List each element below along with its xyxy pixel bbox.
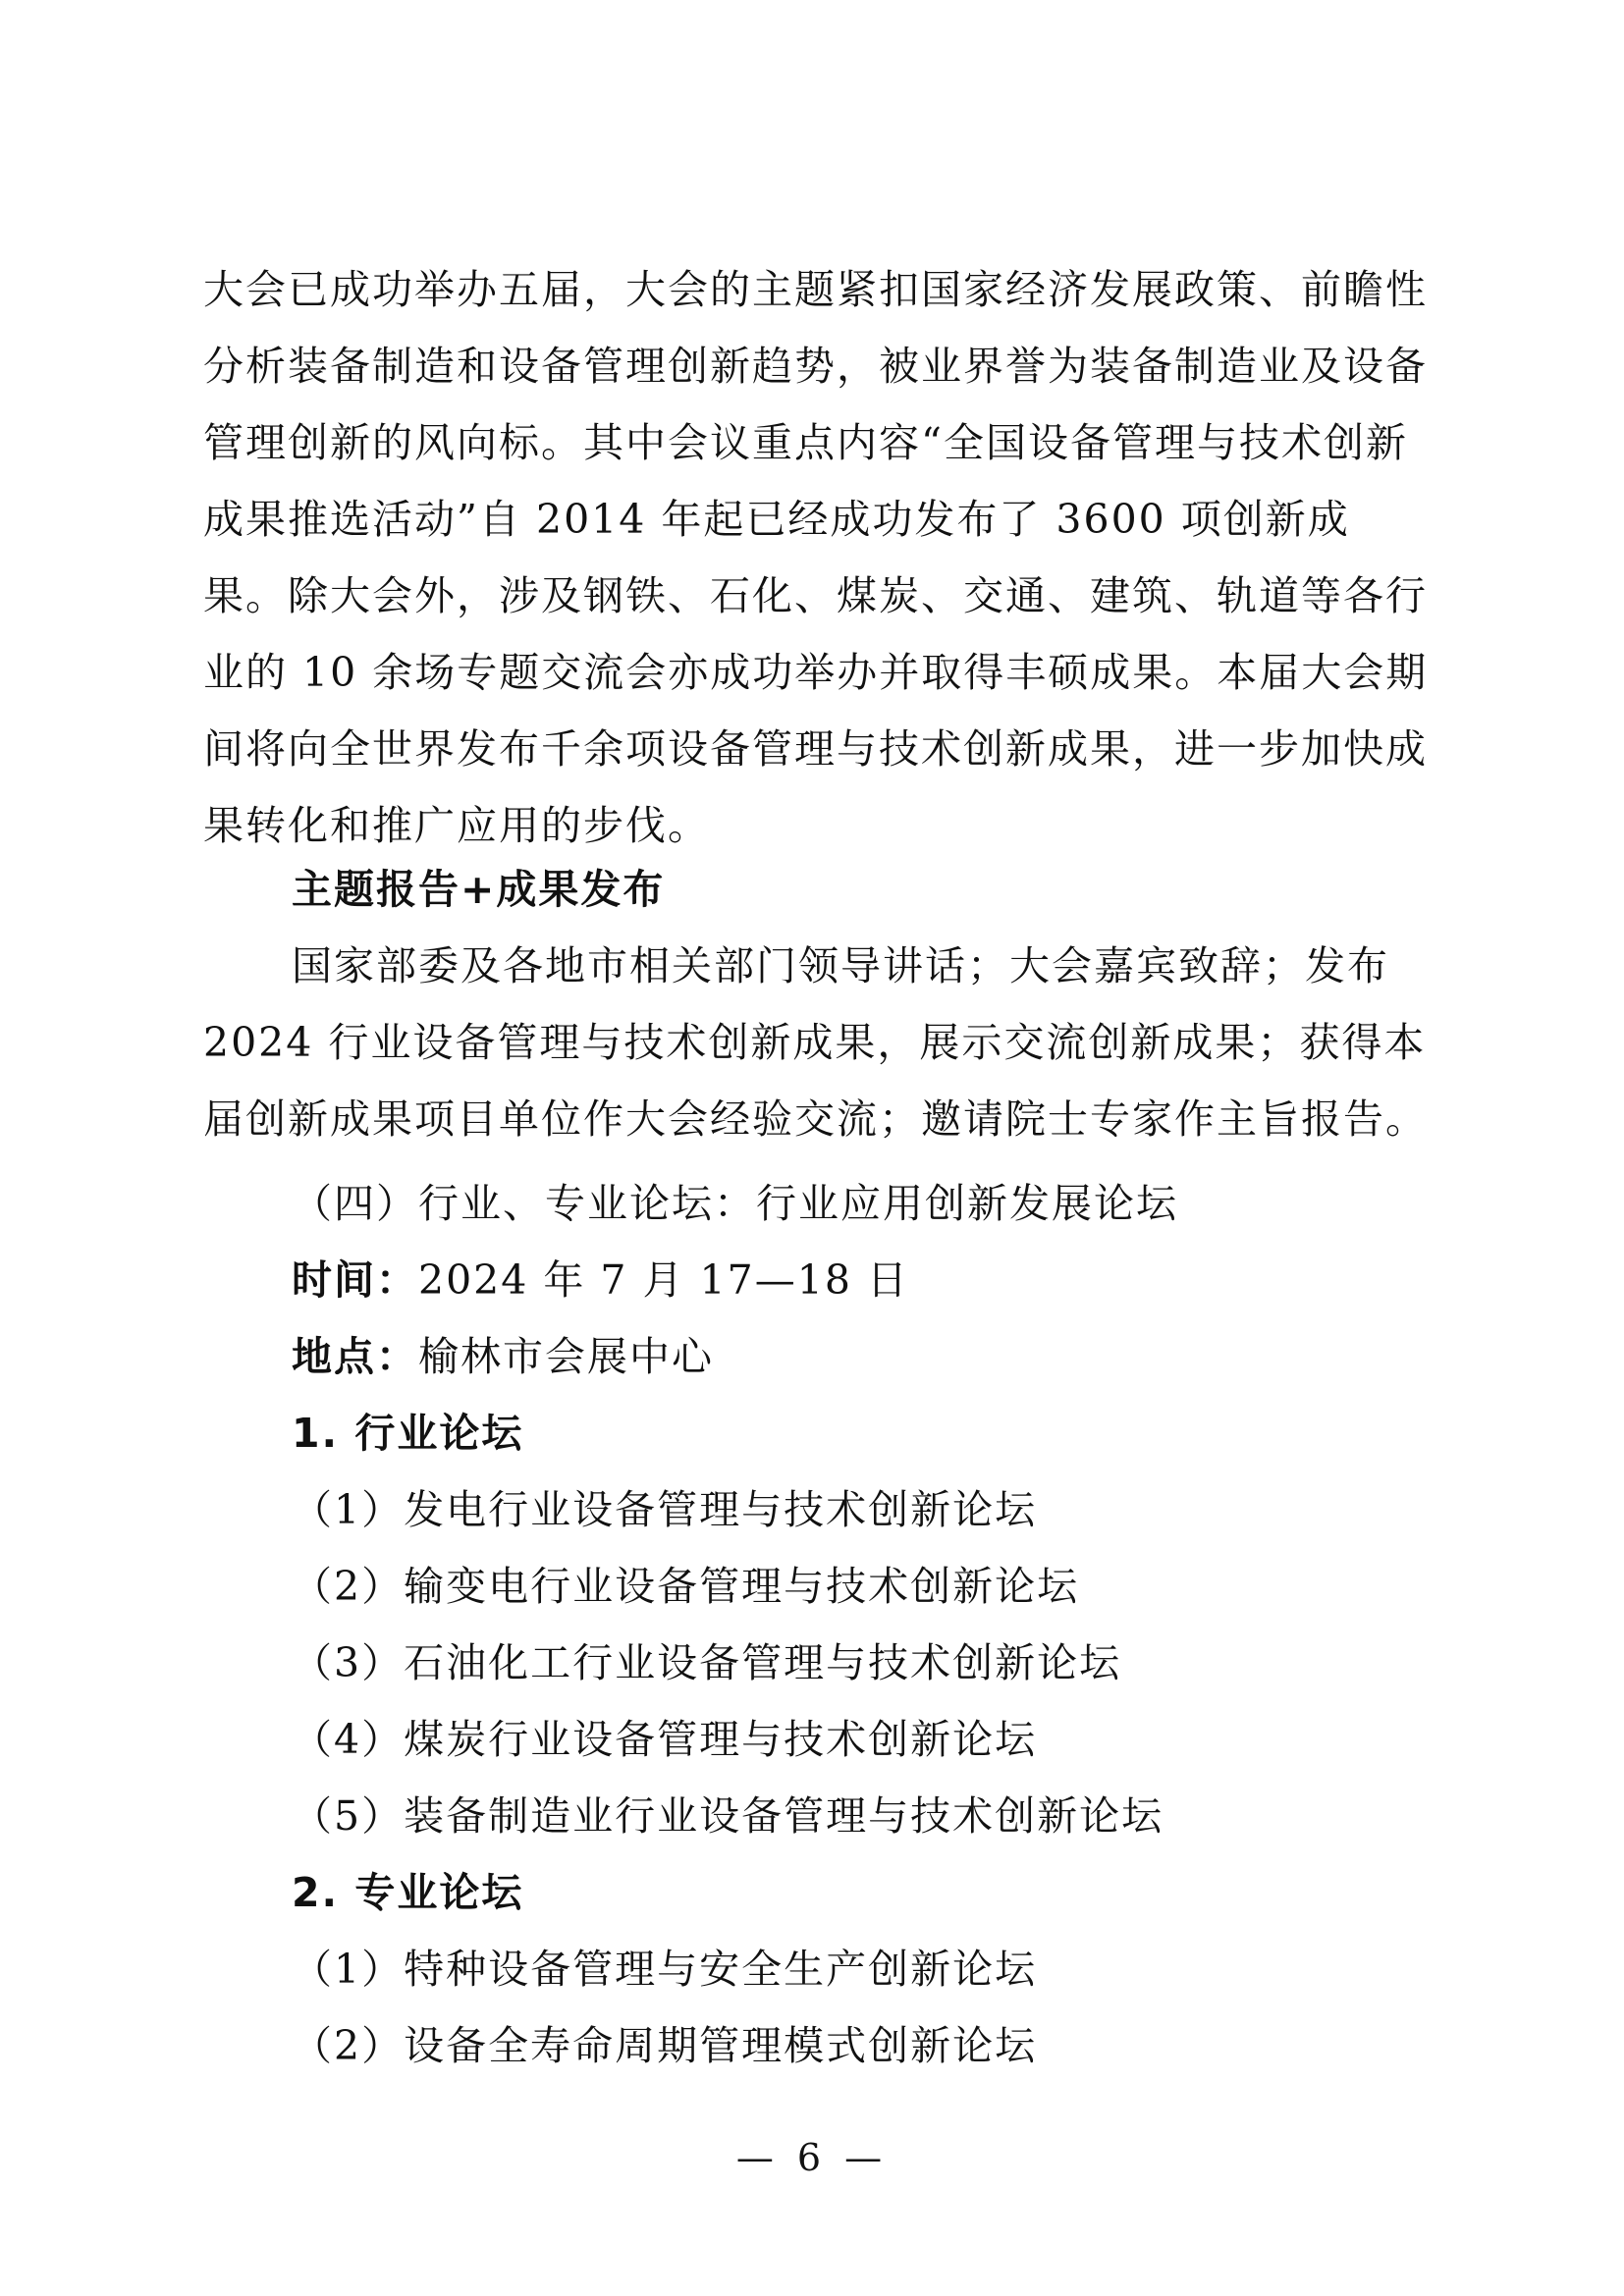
list-item: （1）发电行业设备管理与技术创新论坛	[292, 1486, 1038, 1533]
time-label: 时间：	[292, 1256, 418, 1304]
industry-forums-heading: 1. 行业论坛	[292, 1410, 524, 1457]
professional-forums-heading: 2. 专业论坛	[292, 1869, 524, 1916]
list-item: （4）煤炭行业设备管理与技术创新论坛	[292, 1716, 1038, 1763]
keynote-heading: 主题报告+成果发布	[292, 866, 666, 913]
place-row	[292, 1327, 714, 1386]
list-item: （1）特种设备管理与安全生产创新论坛	[292, 1946, 1038, 1993]
intro-paragraph: 大会已成功举办五届，大会的主题紧扣国家经济发展政策、前瞻性分析装备制造和设备管理创新趋势，被业界誉为装备制造业及设备管理创新的风向标。其中会议重点内容“全国设备管理与技术创新成果推选活动”自 2014 年起已经成功发布了 3600 项创新成果。除大会外，涉及钢铁、石化、煤炭、交通、建筑、轨道等各行业的 10 余场专题交流会亦成功举办并取得丰硕成果。本届大会期间将向全世界发布千余项设备管理与技术创新成果，进一步加快成果转化和推广应用的步伐。	[203, 266, 1429, 849]
page-number: — 6 —	[735, 2136, 889, 2179]
list-item: （5）装备制造业行业设备管理与技术创新论坛	[292, 1792, 1164, 1840]
time-row	[292, 1251, 909, 1309]
place-value: 榆林市会展中心	[418, 1333, 714, 1380]
list-item: （3）石油化工行业设备管理与技术创新论坛	[292, 1639, 1122, 1686]
section-four-heading: （四）行业、专业论坛：行业应用创新发展论坛	[292, 1180, 1178, 1227]
keynote-paragraph: 国家部委及各地市相关部门领导讲话；大会嘉宾致辞；发布 2024 行业设备管理与技术创新成果，展示交流创新成果；获得本届创新成果项目单位作大会经验交流；邀请院士专家作主旨报告。	[203, 942, 1428, 1143]
list-item: （2）输变电行业设备管理与技术创新论坛	[292, 1563, 1080, 1610]
place-label: 地点：	[292, 1333, 418, 1380]
list-item: （2）设备全寿命周期管理模式创新论坛	[292, 2022, 1038, 2069]
time-value: 2024 年 7 月 17—18 日	[418, 1256, 909, 1304]
